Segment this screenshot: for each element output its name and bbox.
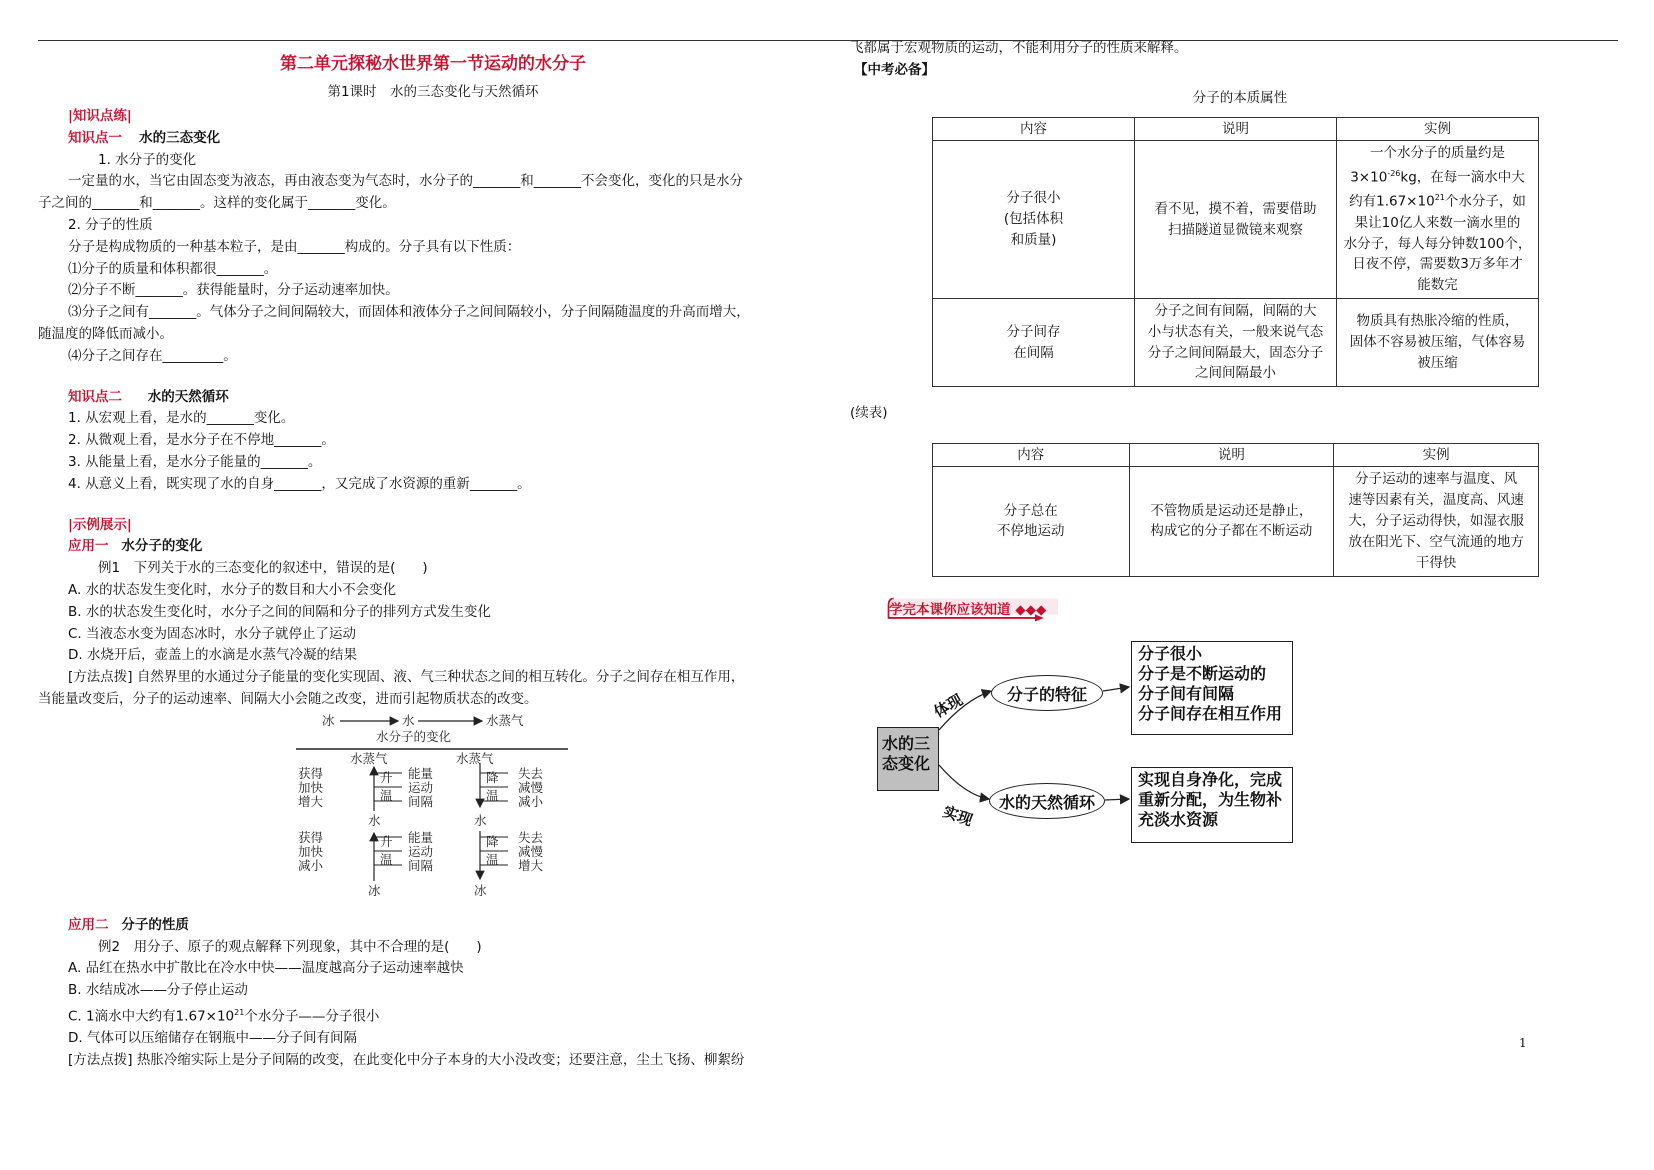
dg-ice-bottom-right: 冰 bbox=[474, 882, 487, 898]
dg-steam: 水蒸气 bbox=[486, 712, 524, 728]
row1-content bbox=[933, 141, 1135, 299]
dg-fall-3: 降 bbox=[486, 833, 499, 849]
kp1-para1b: 子之间的_______和_______。这样的变化属于_______变化。 bbox=[38, 195, 396, 212]
row2-ex-l2: 固体不容易被压缩，气体容易 bbox=[1349, 334, 1526, 351]
dg-energy: 能量 bbox=[408, 765, 434, 781]
dg-water-mid-left: 水 bbox=[368, 812, 381, 828]
ex1-option-b: B. 水的状态发生变化时，水分子之间的间隔和分子的排列方式发生变化 bbox=[68, 603, 491, 620]
th-desc: 说明 bbox=[1135, 118, 1337, 141]
table-row bbox=[933, 466, 1539, 576]
mm-feature-4: 分子间存在相互作用 bbox=[1138, 704, 1283, 723]
row1-content-l1: 分子很小 bbox=[1006, 190, 1061, 207]
ex2-option-a: A. 品红在热水中扩散比在冷水中快——温度越高分子运动速率越快 bbox=[68, 960, 464, 977]
row1-example bbox=[1337, 141, 1539, 299]
section-examples: |示例展示| bbox=[68, 516, 132, 533]
lesson-subtitle: 第1课时 水的三态变化与天然循环 bbox=[327, 84, 539, 100]
continued-note: (续表) bbox=[850, 405, 888, 422]
properties-table-2 bbox=[932, 443, 1539, 577]
dg-slow-2: 减慢 bbox=[518, 843, 544, 859]
row2-example bbox=[1337, 298, 1539, 386]
mm-realize-label: 实现 bbox=[940, 802, 976, 830]
ex1-tip-a: [方法点拨] 自然界里的水通过分子能量的变化实现固、液、气三种状态之间的相互转化。分子之间存在相互作用， bbox=[68, 669, 745, 686]
dg-top-steam-left: 水蒸气 bbox=[350, 750, 388, 766]
right-column bbox=[850, 38, 1630, 577]
dg-gain: 获得 bbox=[298, 765, 324, 781]
section-practice: |知识点练| bbox=[68, 108, 132, 124]
row3-example bbox=[1334, 466, 1539, 576]
row1-ex-l3 bbox=[1341, 188, 1534, 212]
row3-desc-l2: 构成它的分子都在不断运动 bbox=[1150, 523, 1313, 540]
row3-desc bbox=[1129, 466, 1334, 576]
kp2-item3: 3. 从能量上看，是水分子能量的_______。 bbox=[68, 453, 322, 470]
th2-desc: 说明 bbox=[1129, 443, 1334, 466]
app1-topic: 水分子的变化 bbox=[121, 538, 203, 555]
kp2-item4: 4. 从意义上看，既实现了水的自身_______，又完成了水资源的重新_______。 bbox=[68, 475, 531, 492]
page-title: 第二单元探秘水世界第一节运动的水分子 bbox=[280, 54, 586, 74]
row1-ex-l7: 能数完 bbox=[1417, 277, 1458, 294]
mm-feature-3: 分子间有间隔 bbox=[1138, 684, 1235, 703]
kp1-item4: ⑷分子之间存在_________。 bbox=[68, 347, 237, 364]
app2-heading bbox=[38, 915, 828, 937]
left-column bbox=[38, 48, 828, 1072]
kp1-sub1: 1. 水分子的变化 bbox=[98, 151, 197, 168]
mm-center-box bbox=[877, 727, 939, 791]
ex1-tip-b: 当能量改变后，分子的运动速率、间隔大小会随之改变，进而引起物质状态的改变。 bbox=[38, 690, 538, 707]
kp1-item1: ⑴分子的质量和体积都很_______。 bbox=[68, 260, 278, 277]
row3-desc-l1: 不管物质是运动还是静止， bbox=[1150, 502, 1313, 519]
dg-increase: 增大 bbox=[298, 793, 324, 809]
th-example: 实例 bbox=[1337, 118, 1539, 141]
row2-ex-l3: 被压缩 bbox=[1417, 354, 1458, 371]
row1-content-l2: (包括体积 bbox=[1003, 211, 1064, 228]
dg-decrease: 减小 bbox=[518, 793, 544, 809]
row1-ex-cnt-a: 约有1.67×10 bbox=[1349, 193, 1435, 210]
dg-caption: 水分子的变化 bbox=[376, 728, 452, 744]
kp2-label: 知识点二 bbox=[68, 388, 122, 405]
summary-banner-text: 学完本课你应该知道 ◆◆◆ bbox=[889, 602, 1047, 618]
exam-title: 【中考必备】 bbox=[854, 61, 935, 78]
dg-spacing-2: 间隔 bbox=[408, 857, 434, 873]
row1-desc-l2: 扫描隧道显微镜来观察 bbox=[1168, 221, 1303, 238]
dg-rise-1: 升 bbox=[380, 769, 393, 785]
water-state-diagram bbox=[296, 713, 576, 905]
dg-lose-2: 失去 bbox=[518, 829, 544, 845]
app2-topic: 分子的性质 bbox=[121, 916, 189, 933]
ex1-option-c: C. 当液态水变为固态冰时，水分子就停止了运动 bbox=[68, 625, 357, 642]
kp2-item1: 1. 从宏观上看，是水的_______变化。 bbox=[68, 410, 295, 427]
row1-desc-l1: 看不见，摸不着，需要借助 bbox=[1154, 200, 1317, 217]
ex1-question: 例1 下列关于水的三态变化的叙述中，错误的是( ) bbox=[98, 560, 428, 577]
mm-feature-2: 分子是不断运动的 bbox=[1138, 664, 1267, 683]
row1-ex-mass-sup: -26 bbox=[1387, 169, 1401, 179]
row3-content bbox=[933, 466, 1130, 576]
dg-gain-2: 获得 bbox=[298, 829, 324, 845]
row2-content bbox=[933, 298, 1135, 386]
mm-cycle-2: 重新分配，为生物补 bbox=[1138, 790, 1283, 809]
row1-ex-l5: 水分子，每人每分钟数100个， bbox=[1343, 235, 1532, 252]
row3-ex-l5: 干得快 bbox=[1415, 554, 1457, 571]
dg-energy-2: 能量 bbox=[408, 829, 434, 845]
dg-rise-3: 升 bbox=[380, 833, 393, 849]
app1-label: 应用一 bbox=[68, 538, 109, 555]
dg-fall-2: 温 bbox=[486, 787, 499, 803]
kp2-item2: 2. 从微观上看，是水分子在不停地_______。 bbox=[68, 432, 335, 449]
kp1-heading bbox=[38, 128, 828, 150]
row2-desc-l2: 小与状态有关，一般来说气态 bbox=[1147, 323, 1324, 340]
dg-motion: 运动 bbox=[408, 779, 434, 795]
th2-example: 实例 bbox=[1334, 443, 1539, 466]
row2-desc bbox=[1135, 298, 1337, 386]
ex1-option-d: D. 水烧开后，壶盖上的水滴是水蒸气冷凝的结果 bbox=[68, 647, 357, 664]
row1-ex-mass-a: 3×10 bbox=[1350, 169, 1388, 186]
kp1-item3a: ⑶分子之间有_______。气体分子之间间隔较大，而固体和液体分子之间间隔较小，分子间隔随温度的升高而增大， bbox=[68, 304, 750, 321]
row2-desc-l1: 分子之间有间隔，间隔的大 bbox=[1154, 302, 1317, 319]
kp1-item3b: 随温度的降低而减小。 bbox=[38, 325, 173, 342]
dg-fall-1: 降 bbox=[486, 769, 499, 785]
kp1-para1a: 一定量的水，当它由固态变为液态，再由液态变为气态时，水分子的_______和_______不会变化，变化的只是水分 bbox=[68, 173, 743, 190]
mm-center-l2: 态变化 bbox=[882, 754, 931, 773]
th2-content: 内容 bbox=[933, 443, 1130, 466]
ex1-option-a: A. 水的状态发生变化时，水分子的数目和大小不会变化 bbox=[68, 581, 397, 598]
dg-slow: 减慢 bbox=[518, 779, 544, 795]
ex2-option-c bbox=[38, 1002, 828, 1028]
row2-content-l2: 在间隔 bbox=[1013, 344, 1054, 361]
dg-rise-2: 温 bbox=[380, 787, 393, 803]
mm-embody-label: 体现 bbox=[930, 690, 966, 722]
kp1-label: 知识点一 bbox=[68, 129, 122, 146]
dg-speed-up: 加快 bbox=[298, 779, 324, 795]
mm-features-ellipse: 分子的特征 bbox=[991, 675, 1103, 711]
dg-decrease-2: 减小 bbox=[298, 857, 324, 873]
row3-content-l1: 分子总在 bbox=[1003, 502, 1058, 519]
kp1-item2: ⑵分子不断_______。获得能量时，分子运动速率加快。 bbox=[68, 282, 399, 299]
dg-top-steam-right: 水蒸气 bbox=[456, 750, 494, 766]
properties-table-1 bbox=[932, 117, 1539, 387]
row2-ex-l1: 物质具有热胀冷缩的性质， bbox=[1356, 313, 1519, 330]
row3-ex-l3: 大，分子运动得快，如湿衣服 bbox=[1348, 513, 1524, 530]
ex2-c-pre: C. 1滴水中大约有1.67×10 bbox=[68, 1008, 235, 1025]
ex2-c-sup: 21 bbox=[234, 1007, 245, 1017]
dg-fall-4: 温 bbox=[486, 851, 499, 867]
dg-spacing: 间隔 bbox=[408, 793, 434, 809]
row2-desc-l3: 分子之间间隔最大，固态分子 bbox=[1147, 344, 1324, 361]
row3-content-l2: 不停地运动 bbox=[997, 523, 1065, 540]
table-row bbox=[933, 141, 1539, 299]
app1-heading bbox=[38, 536, 828, 558]
dg-ice-bottom-left: 冰 bbox=[368, 882, 381, 898]
ex2-question: 例2 用分子、原子的观点解释下列现象，其中不合理的是( ) bbox=[98, 938, 482, 955]
dg-lose: 失去 bbox=[518, 765, 544, 781]
dg-increase-2: 增大 bbox=[518, 857, 544, 873]
dg-water-mid-right: 水 bbox=[474, 812, 487, 828]
row2-content-l1: 分子间存 bbox=[1006, 323, 1061, 340]
row1-ex-cnt-b: 个水分子，如 bbox=[1444, 193, 1526, 210]
kp1-para2: 分子是构成物质的一种基本粒子，是由_______构成的。分子具有以下性质： bbox=[68, 238, 521, 255]
ex2-c-post: 个水分子——分子很小 bbox=[244, 1008, 380, 1025]
continued-line: 飞都属于宏观物质的运动，不能利用分子的性质来解释。 bbox=[850, 40, 1188, 56]
row1-ex-cnt-sup: 21 bbox=[1434, 193, 1445, 203]
app2-label: 应用二 bbox=[68, 916, 109, 933]
ex2-option-b: B. 水结成冰——分子停止运动 bbox=[68, 982, 248, 999]
mm-features-box bbox=[1131, 641, 1293, 735]
row1-ex-l2 bbox=[1341, 164, 1534, 188]
dg-motion-2: 运动 bbox=[408, 843, 434, 859]
row3-ex-l4: 放在阳光下、空气流通的地方 bbox=[1348, 533, 1524, 550]
mm-cycle-3: 充淡水资源 bbox=[1138, 810, 1219, 829]
kp1-topic: 水的三态变化 bbox=[139, 129, 221, 146]
row1-content-l3: 和质量) bbox=[1010, 232, 1057, 249]
dg-speed-up-2: 加快 bbox=[298, 843, 324, 859]
page-number: 1 bbox=[1519, 1036, 1527, 1050]
ex2-option-d: D. 气体可以压缩储存在钢瓶中——分子间有间隔 bbox=[68, 1030, 357, 1047]
row1-ex-l1: 一个水分子的质量约是 bbox=[1370, 145, 1505, 162]
row2-desc-l4: 之间间隔最小 bbox=[1195, 365, 1276, 382]
row1-ex-l6: 日夜不停，需要数3万多年才 bbox=[1352, 256, 1523, 273]
mm-cycle-1: 实现自身净化，完成 bbox=[1138, 770, 1283, 789]
table-title: 分子的本质属性 bbox=[1192, 89, 1288, 106]
mm-center-l1: 水的三 bbox=[882, 734, 931, 753]
row3-ex-l1: 分子运动的速率与温度、风 bbox=[1355, 471, 1518, 488]
row1-ex-mass-b: kg，在每一滴水中大 bbox=[1400, 169, 1525, 186]
kp1-sub2: 2. 分子的性质 bbox=[68, 216, 153, 233]
row3-ex-l2: 速等因素有关，温度高、风速 bbox=[1348, 492, 1524, 509]
th-content: 内容 bbox=[933, 118, 1135, 141]
mm-feature-1: 分子很小 bbox=[1138, 644, 1203, 663]
ex2-tip: [方法点拨] 热胀冷缩实际上是分子间隔的改变，在此变化中分子本身的大小没改变；还要注意，尘土飞扬、柳絮纷 bbox=[68, 1052, 745, 1068]
kp2-topic: 水的天然循环 bbox=[147, 388, 229, 405]
table-row bbox=[933, 298, 1539, 386]
mm-cycle-ellipse: 水的天然循环 bbox=[989, 783, 1105, 819]
kp2-heading bbox=[38, 387, 828, 409]
dg-water: 水 bbox=[402, 712, 415, 728]
mm-cycle-box bbox=[1131, 767, 1293, 843]
dg-ice: 冰 bbox=[322, 712, 335, 728]
dg-rise-4: 温 bbox=[380, 851, 393, 867]
row1-desc bbox=[1135, 141, 1337, 299]
summary-mindmap bbox=[875, 595, 1355, 855]
row1-ex-l4: 果让10亿人来数一滴水里的 bbox=[1354, 214, 1521, 231]
